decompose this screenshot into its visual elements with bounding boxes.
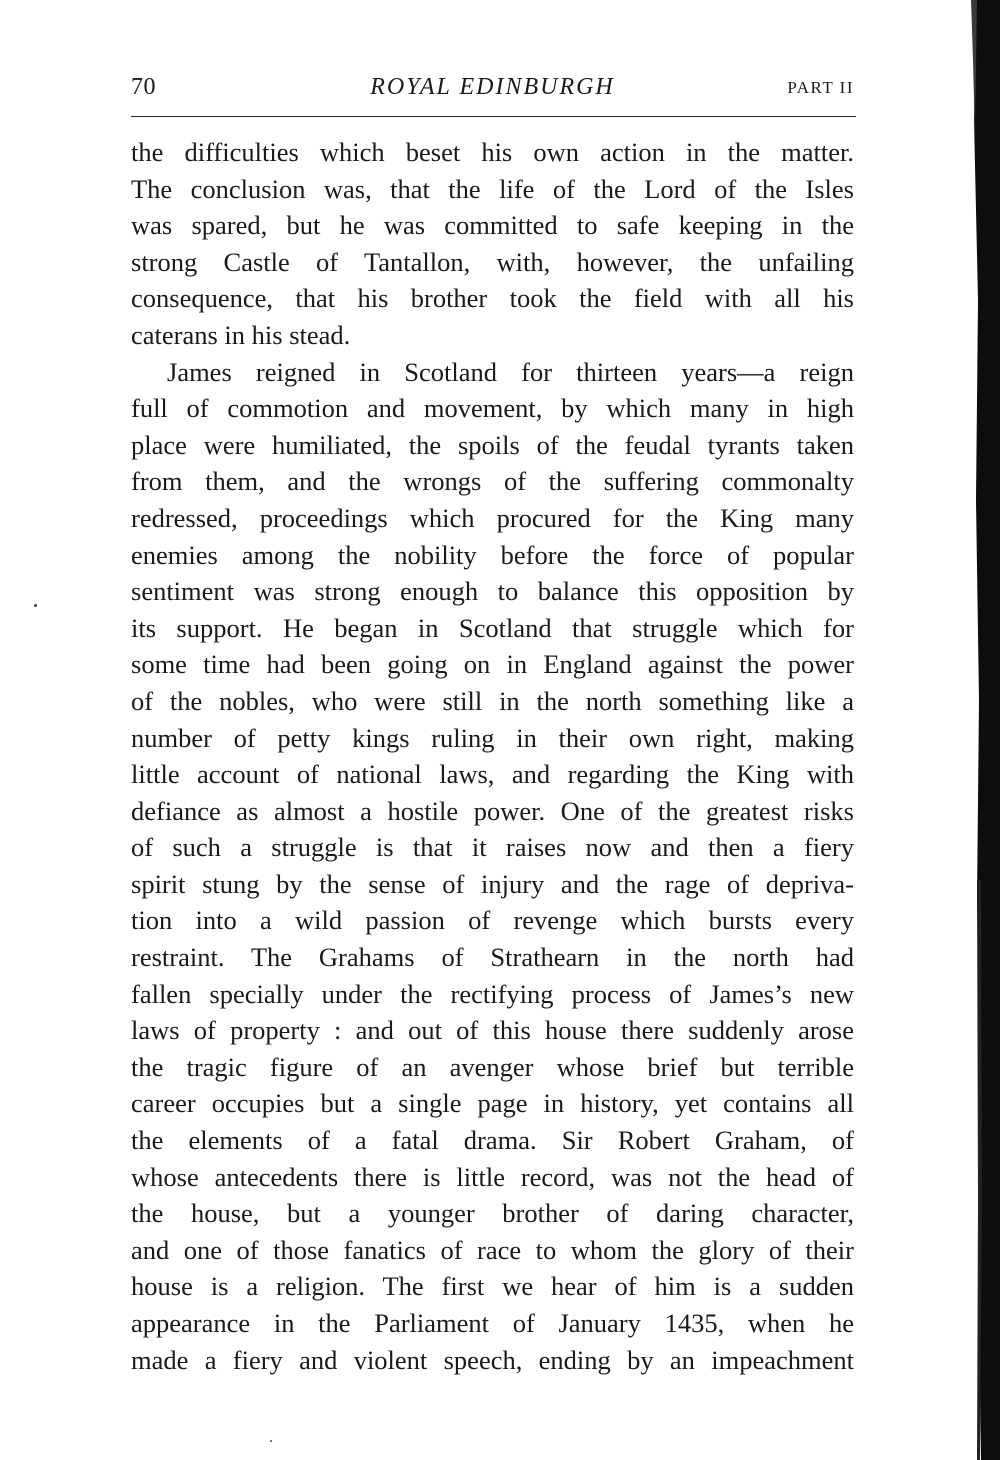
text-line: laws of property : and out of this house there suddenly arose: [131, 1015, 854, 1046]
text-line: little account of national laws, and regarding the King with: [131, 759, 854, 790]
text-line: its support. He began in Scotland that struggle which for: [131, 612, 854, 643]
text-line: James reigned in Scotland for thirteen years—a reign: [167, 356, 854, 387]
text-line: of such a struggle is that it raises now and then a fiery: [131, 832, 854, 863]
page-number: 70: [131, 74, 156, 100]
text-line: the difficulties which beset his own action in the matter.: [131, 137, 854, 167]
text-line: made a fiery and violent speech, ending by an impeachment: [131, 1344, 854, 1375]
body-text: [131, 134, 854, 1378]
text-line: whose antecedents there is little record, was not the head of: [131, 1161, 854, 1192]
running-title: ROYAL EDINBURGH: [370, 74, 615, 100]
text-line: some time had been going on in England against the power: [131, 649, 854, 680]
text-line: number of petty kings ruling in their own right, making: [131, 722, 854, 753]
text-line: consequence, that his brother took the field with all his: [131, 283, 854, 314]
text-line: and one of those fanatics of race to whom the glory of their: [131, 1234, 854, 1265]
text-line: The conclusion was, that the life of the Lord of the Isles: [131, 173, 854, 204]
text-line: enemies among the nobility before the force of popular: [131, 539, 854, 570]
text-line: restraint. The Grahams of Strathearn in the north had: [131, 942, 854, 973]
header-rule: [131, 116, 856, 117]
text-line: the elements of a fatal drama. Sir Robert Graham, of: [131, 1125, 854, 1156]
text-line: full of commotion and movement, by which many in high: [131, 393, 854, 424]
text-line: defiance as almost a hostile power. One of the greatest risks: [131, 795, 854, 826]
text-line: was spared, but he was committed to safe keeping in the: [131, 210, 854, 241]
text-line: of the nobles, who were still in the north something like a: [131, 685, 854, 716]
binding-edge-shadow: [955, 0, 1000, 1460]
text-line: sentiment was strong enough to balance this opposition by: [131, 576, 854, 607]
text-line: the tragic figure of an avenger whose brief but terrible: [131, 1051, 854, 1082]
part-label: PART II: [787, 78, 854, 97]
text-line: caterans in his stead.: [131, 319, 351, 350]
text-line: redressed, proceedings which procured for the King many: [131, 502, 854, 533]
text-line: the house, but a younger brother of daring character,: [131, 1198, 854, 1229]
text-line: house is a religion. The first we hear of him is a sudden: [131, 1271, 854, 1302]
text-line: from them, and the wrongs of the suffering commonalty: [131, 466, 854, 497]
scan-speck: [270, 1440, 272, 1442]
text-line: spirit stung by the sense of injury and the rage of depriva-: [131, 868, 854, 899]
running-head: [131, 74, 854, 108]
text-line: place were humiliated, the spoils of the feudal tyrants taken: [131, 429, 854, 460]
text-line: career occupies but a single page in history, yet contains all: [131, 1088, 854, 1119]
text-line: appearance in the Parliament of January 1435, when he: [131, 1308, 854, 1338]
text-line: tion into a wild passion of revenge which bursts every: [131, 905, 854, 936]
text-line: fallen specially under the rectifying process of James’s new: [131, 978, 854, 1009]
text-line: strong Castle of Tantallon, with, however, the unfailing: [131, 246, 854, 277]
scan-speck: [34, 604, 37, 607]
